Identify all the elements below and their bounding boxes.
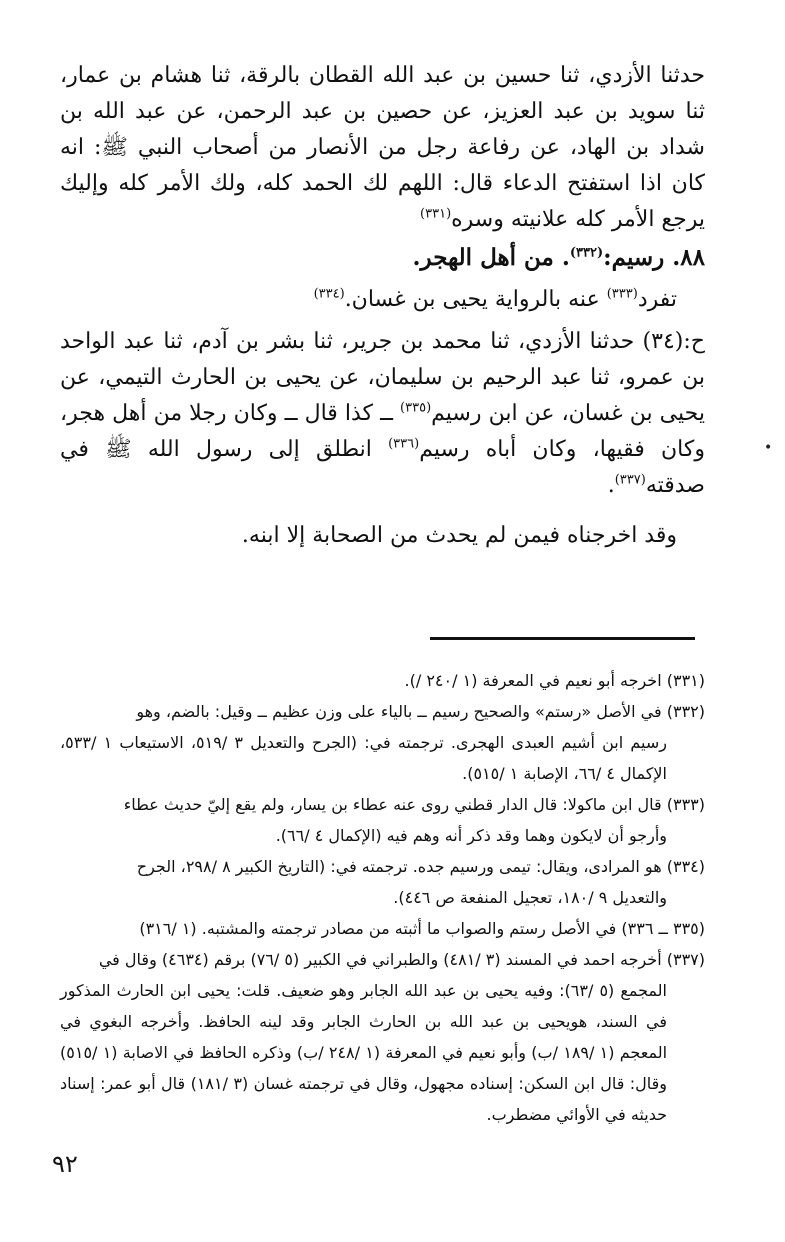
footnote-ref: (٣٣١) [420, 206, 452, 222]
footnote-333 [60, 789, 705, 851]
paragraph-text: عنه بالرواية يحيى بن غسان. [344, 287, 607, 312]
entry-heading [60, 240, 705, 276]
footnote-text: (٣٣١) اخرجه أبو نعيم في المعرفة (١ /٢٤٠ /). [404, 671, 705, 690]
main-text [60, 58, 705, 554]
margin-mark: • [764, 440, 773, 456]
paragraph-text: ح:(٣٤) حدثنا الأزدي، ثنا محمد بن جرير، ثنا بشر بن آدم، ثنا عبد الواحد بن عمرو، ثنا عبد الرحيم بن سليمان، عن يحيى بن الحارث التيمي، عن يحيى بن غسان، عن ابن رسيم [60, 329, 705, 426]
paragraph-hadith-1 [60, 58, 705, 238]
footnote-ref: (٣٣٦) [388, 436, 420, 452]
footnotes [60, 665, 705, 1130]
footnote-ref: (٣٣٧) [614, 472, 646, 488]
footnote-text: (٣٣٣) قال ابن ماكولا: قال الدار قطني روى عنه عطاء بن يسار، ولم يقع إليّ حديث عطاء [123, 795, 705, 814]
footnote-ref: (٣٣٤) [313, 286, 345, 302]
footnote-331 [60, 665, 705, 696]
footnote-ref: (٣٣٣) [606, 286, 638, 302]
paragraph-hadith-34: ح:(٣٤) حدثنا الأزدي، ثنا محمد بن جرير، ثنا بشر بن آدم، ثنا عبد الواحد بن عمرو، ثنا عبد الرحيم بن سليمان، عن يحيى بن الحارث التيمي، عن يحيى بن غسان، عن ابن رسيم$^{(٣٣٥)}$ ــ كذا قال ــ وكان رجلا من أهل هجر، وكان فقيها، وكان أباه رسيم$^{(٣٣٦)}$ انطلق إلى رسول الله ﷺ في صدقته$^{(٣٣٧)}$. [60, 329, 705, 498]
paragraph-text: انطلق إلى رسول الله ﷺ في صدقته [60, 437, 705, 498]
footnote-334 [60, 851, 705, 913]
paragraph-narrator [60, 282, 705, 318]
footnote-ref: (٣٣٥) [400, 400, 432, 416]
paragraph-text: حدثنا الأزدي، ثنا حسين بن عبد الله القطان بالرقة، ثنا هشام بن عمار، ثنا سويد بن عبد العزيز، عن حصين بن عبد الرحمن، عن عبد الله بن شداد بن الهاد، عن رفاعة رجل من الأنصار من أصحاب النبي ﷺ: انه كان اذا استفتح الدعاء قال: اللهم لك الحمد كله، ولك الأمر كله وإليك يرجع الأمر كله علانيته وسره [60, 63, 705, 232]
footnote-ref: (٣٣٢) [569, 245, 604, 261]
footnote-text: (٣٣٢) في الأصل «رستم» والصحيح رسيم ــ بالياء على وزن عظيم ــ وقيل: بالضم، وهو [136, 702, 705, 721]
paragraph-text: ــ كذا قال ــ وكان رجلا من أهل هجر، وكان فقيها، وكان أباه رسيم [60, 401, 705, 462]
footnote-separator [430, 637, 695, 640]
page-number: ٩٢ [52, 1150, 78, 1178]
footnote-text: (٣٣٤) هو المرادى، ويقال: تيمى ورسيم جده. ترجمته في: (التاريخ الكبير ٨ /٢٩٨، الجرح [136, 857, 705, 876]
footnote-continuation: المجمع (٥ /٦٣): وفيه يحيى بن عبد الله الجابر وهو ضعيف. قلت: يحيى ابن الحارث المذكور في السند، هويحيى بن عبد الله بن الحارث الجابر وقد لينه الحافظ. وأخرجه البغوي في المعجم (١ /١٨٩ /ب) وأبو نعيم في المعرفة (١ /٢٤٨ /ب) وذكره الحافظ في الاصابة (١ /٥١٥) وقال: قال ابن السكن: إسناده مجهول، وقال في ترجمته غسان (٣ /١٨١) قال أبو عمر: إسناد حديثه في الأوائي مضطرب. [60, 981, 668, 1124]
footnote-text: (٣٣٧) أخرجه احمد في المسند (٣ /٤٨١) والطبراني في الكبير (٥ /٧٦) برقم (٤٦٣٤) وقال في [98, 950, 705, 969]
footnote-text: (٣٣٥ ــ ٣٣٦) في الأصل رستم والصواب ما أثبته من مصادر ترجمته والمشتبه. (١ /٣١٦) [139, 919, 705, 938]
footnote-337 [60, 944, 705, 1130]
footnote-continuation: رسيم ابن أشيم العبدى الهجرى. ترجمته في: (الجرح والتعديل ٣ /٥١٩، الاستيعاب ١ /٥٣٣، الإكمال ٤ /٦٦، الإصابة ١ /٥١٥). [60, 733, 667, 783]
footnote-335-336 [60, 913, 705, 944]
footnote-332 [60, 696, 705, 789]
entry-title-rest: . من أهل الهجر. [412, 244, 570, 271]
paragraph-text: تفرد [637, 287, 677, 312]
paragraph-closing: وقد اخرجناه فيمن لم يحدث من الصحابة إلا ابنه. [241, 523, 677, 548]
entry-title: ٨٨. رسيم: [603, 244, 705, 271]
footnote-continuation: وأرجو أن لايكون وهما وقد ذكر أنه وهم فيه (الإكمال ٤ /٦٦). [275, 826, 667, 845]
footnote-continuation: والتعديل ٩ /١٨٠، تعجيل المنفعة ص ٤٤٦). [393, 888, 667, 907]
